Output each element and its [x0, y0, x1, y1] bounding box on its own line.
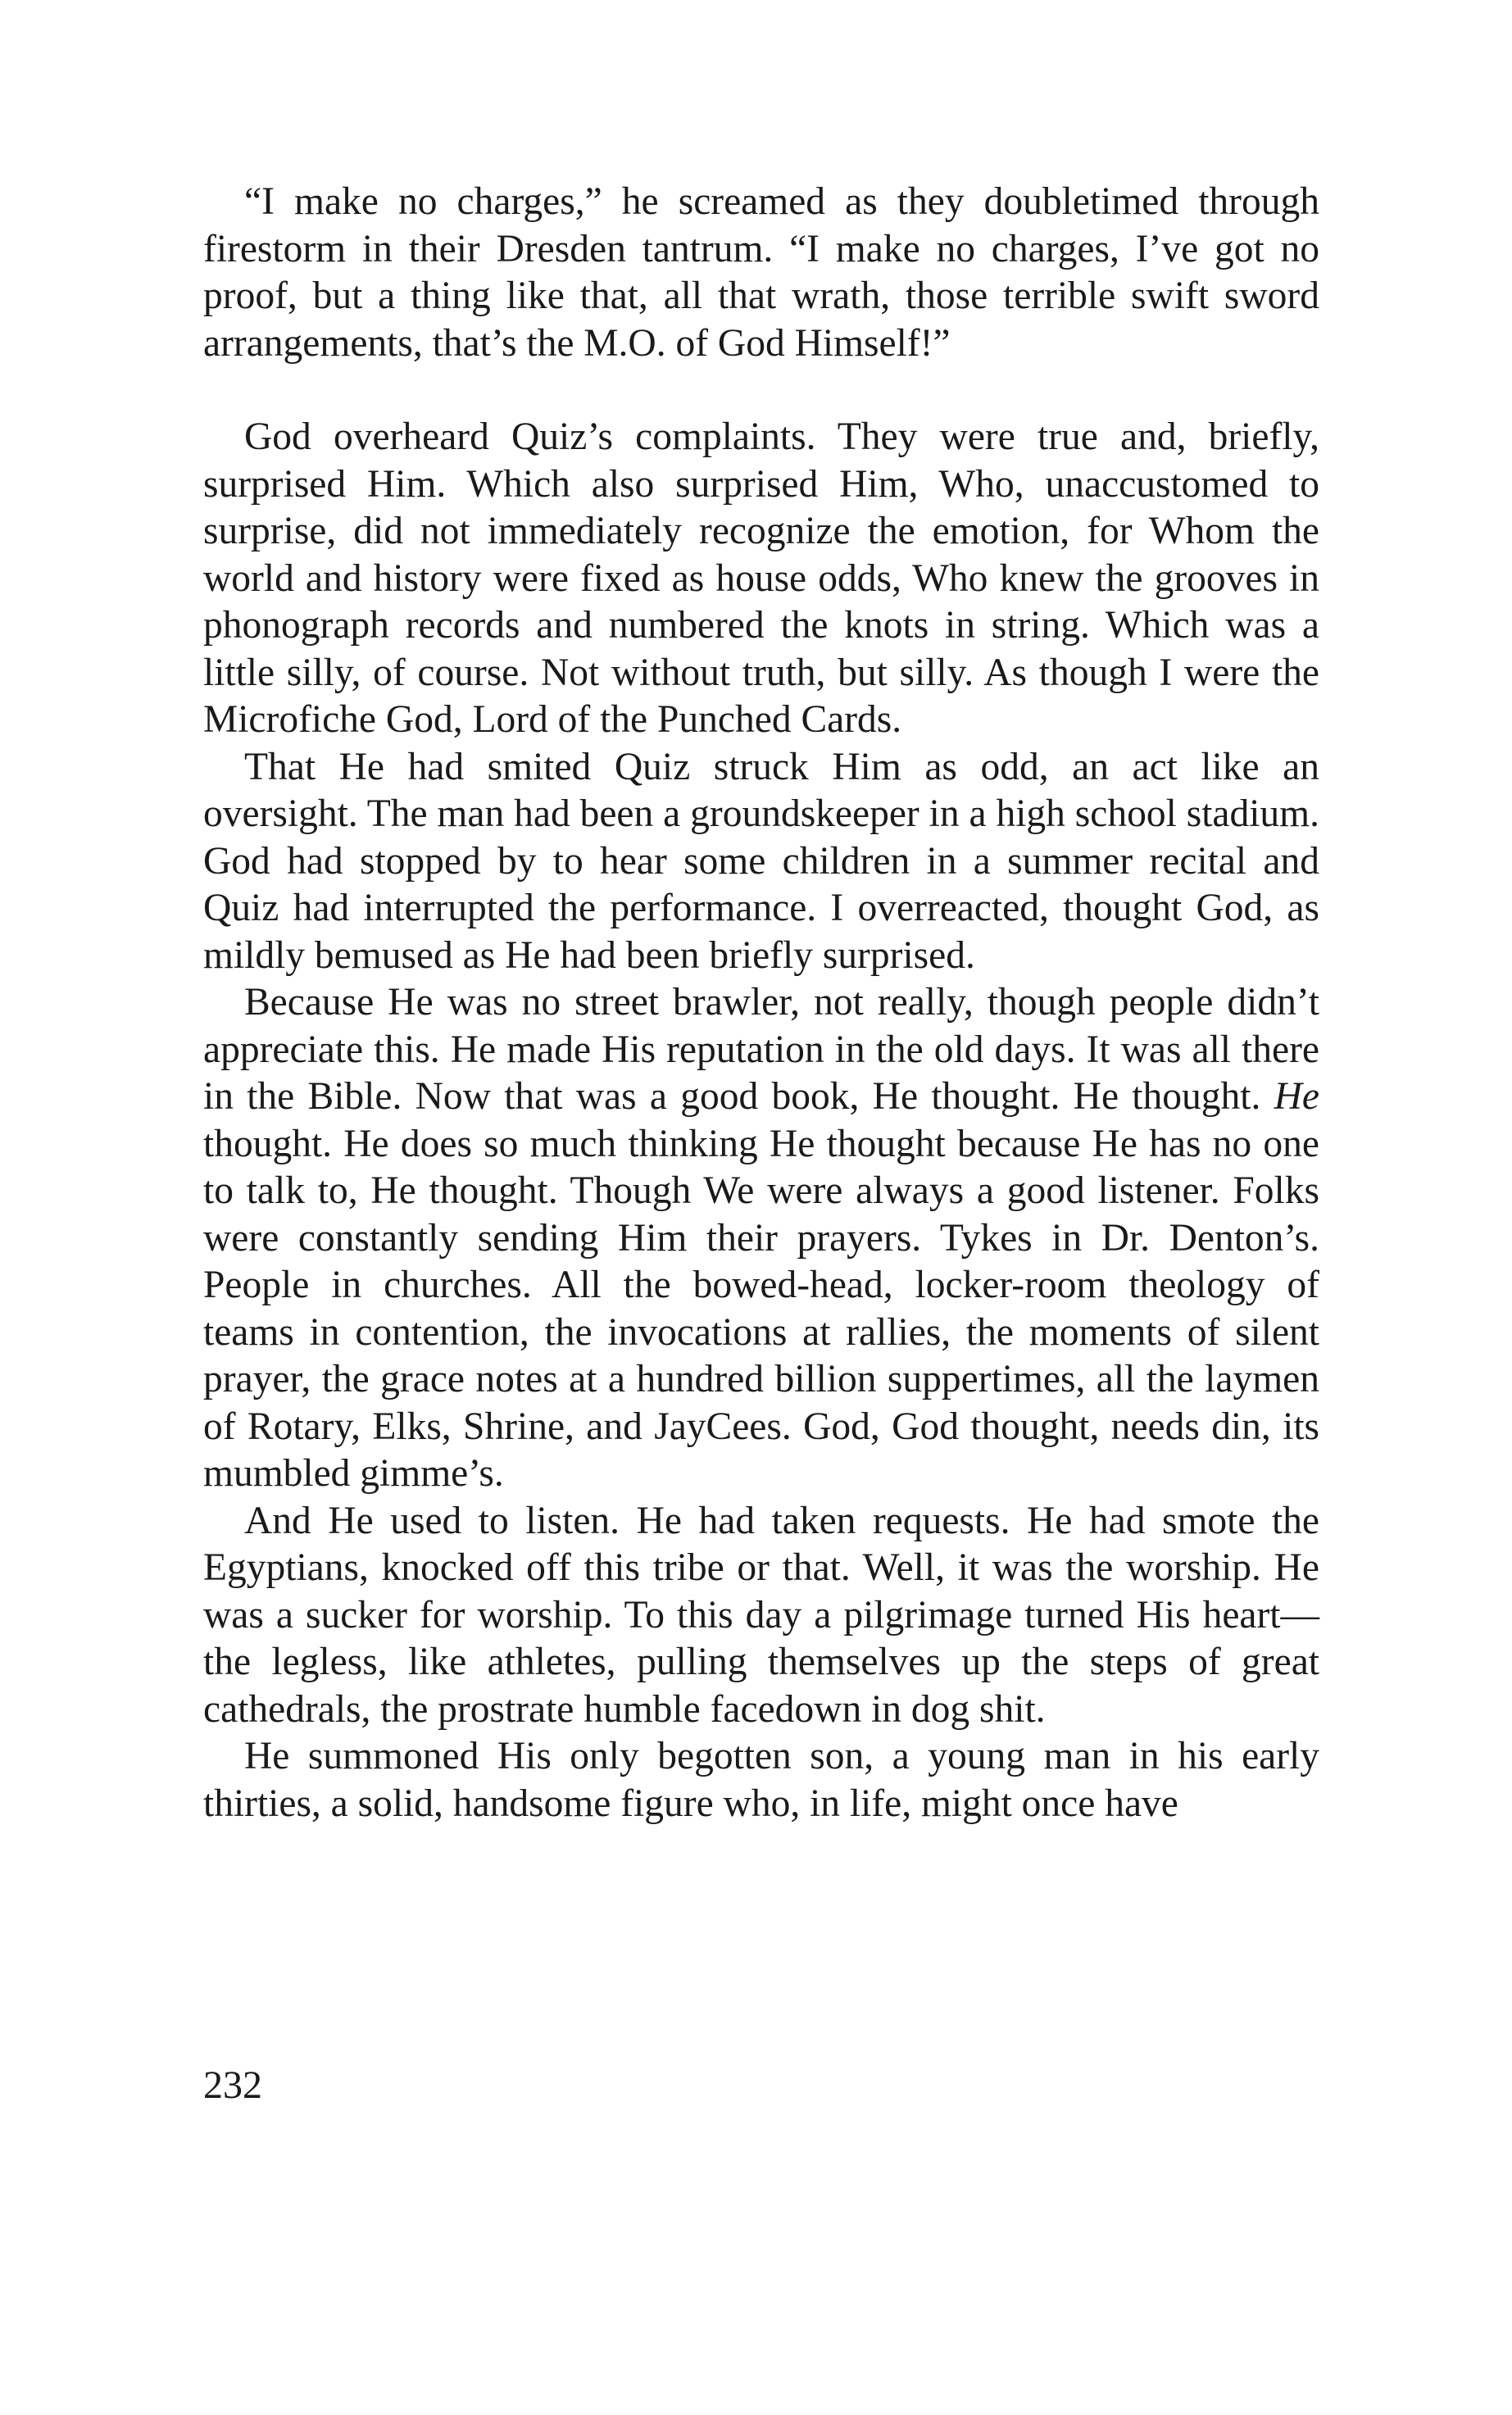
paragraph-street-brawler-part-2: thought. He does so much thinking He thought because He has no one to talk to, He thought. Though We were always a good listener. Folks were constantly sending Him their prayers. Tykes in Dr. Denton’s. People in churches. All the bowed-head, locker-room theology of teams in contention, the invocations at rallies, the moments of silent prayer, the grace notes at a hundred billion suppertimes, all the laymen of Rotary, Elks, Shrine, and JayCees. God, God thought, needs din, its mumbled gimme’s.: [203, 1122, 1319, 1495]
paragraph-begotten-son: He summoned His only begotten son, a young man in his early thirties, a solid, handsome figure who, in life, might once have: [203, 1735, 1319, 1825]
page-body: [203, 179, 1319, 1827]
emphasized-he: He: [1274, 1075, 1319, 1118]
paragraph-street-brawler: [203, 979, 1319, 1498]
paragraph-used-to-listen: And He used to listen. He had taken requests. He had smote the Egyptians, knocked off this tribe or that. Well, it was the worship. He was a sucker for worship. To this day a pilgrimage turned His heart—the legless, like athletes, pulling themselves up the steps of great cathedrals, the prostrate humble facedown in dog shit.: [203, 1499, 1319, 1731]
paragraph-god-overheard: God overheard Quiz’s complaints. They were true and, briefly, surprised Him. Which also surprised Him, Who, unaccustomed to surprise, did not immediately recognize the emotion, for Whom the world and history were fixed as house odds, Who knew the grooves in phonograph records and numbered the knots in string. Which was a little silly, of course. Not without truth, but silly. As though I were the Microfiche God, Lord of the Punched Cards.: [203, 415, 1319, 741]
paragraph-quiz-outburst: “I make no charges,” he screamed as they doubletimed through firestorm in their Dresden tantrum. “I make no charges, I’ve got no proof, but a thing like that, all that wrath, those terrible swift sword arrangements, that’s the M.O. of God Himself!”: [203, 180, 1319, 365]
page-number: 232: [203, 2063, 262, 2107]
paragraph-street-brawler-part-1: Because He was no street brawler, not really, though people didn’t appreciate this. He made His reputation in the old days. It was all there in the Bible. Now that was a good book, He thought. He thought.: [203, 981, 1319, 1118]
paragraph-smited-quiz: That He had smited Quiz struck Him as odd, an act like an oversight. The man had been a groundskeeper in a high school stadium. God had stopped by to hear some children in a summer recital and Quiz had interrupted the performance. I overreacted, thought God, as mildly bemused as He had been briefly surprised.: [203, 745, 1319, 977]
